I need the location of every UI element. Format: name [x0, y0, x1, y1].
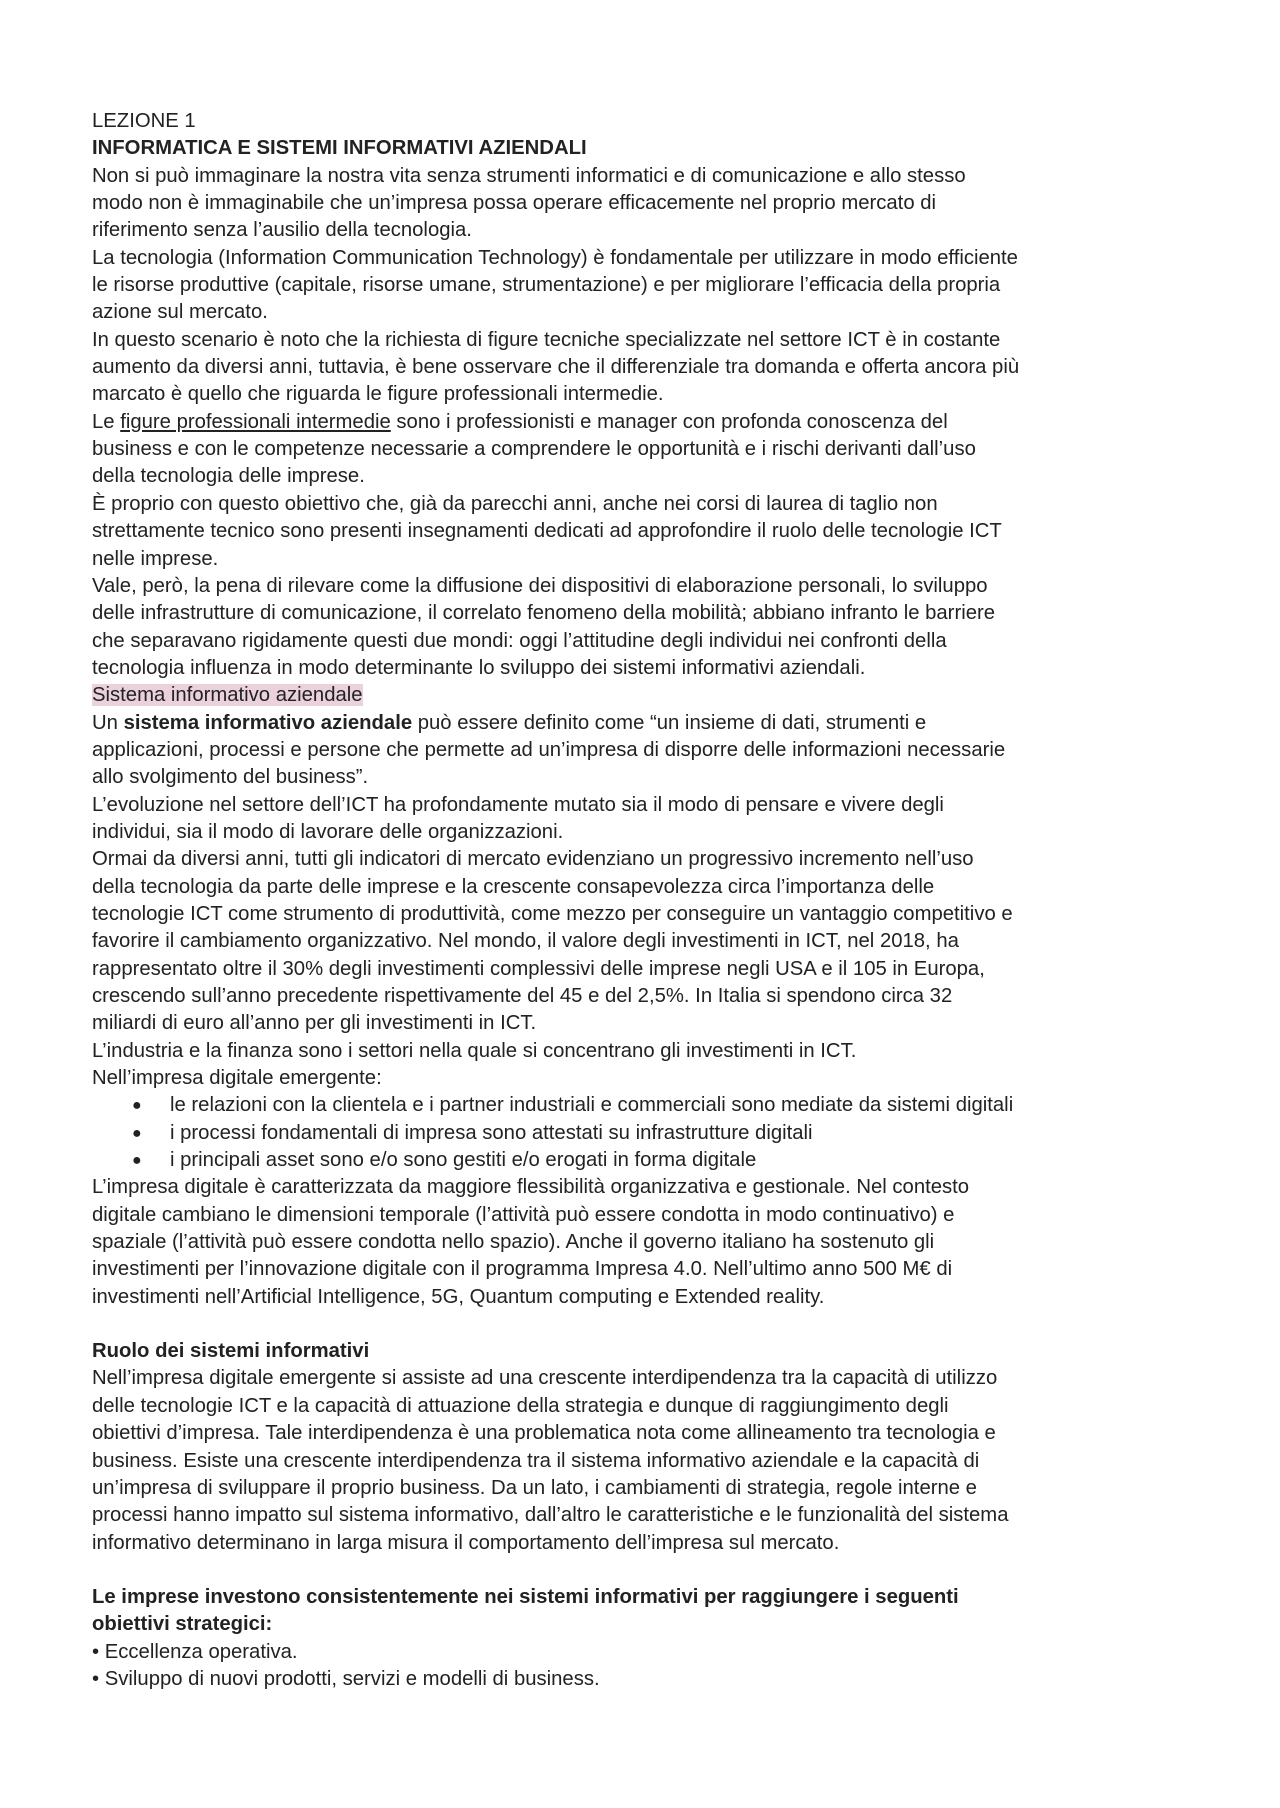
- blank-line: [92, 1311, 1202, 1338]
- section1-paragraph-3: [92, 846, 1202, 1037]
- section-heading-sistema-informativo: [92, 682, 1202, 709]
- text-line: processi hanno impatto sul sistema informativo, dall’altro le caratteristiche e le funzionalità del sistema: [92, 1504, 1009, 1527]
- section2-paragraph: [92, 1365, 1202, 1556]
- text-line: business. Esiste una crescente interdipendenza tra il sistema informativo aziendale e la capacità di: [92, 1449, 980, 1472]
- document-title: INFORMATICA E SISTEMI INFORMATIVI AZIENDALI: [92, 137, 587, 160]
- text-line: Non si può immaginare la nostra vita senza strumenti informatici e di comunicazione e allo stesso: [92, 164, 966, 187]
- text-line: digitale cambiano le dimensioni temporale (l’attività può essere condotta in modo continuativo) e: [92, 1203, 955, 1226]
- text-line: In questo scenario è noto che la richiesta di figure tecniche specializzate nel settore ICT è in costante: [92, 328, 1001, 351]
- list-item-text: i principali asset sono e/o sono gestiti e/o erogati in forma digitale: [170, 1149, 757, 1172]
- text-line: [92, 409, 1202, 436]
- highlighted-heading: Sistema informativo aziendale: [92, 684, 363, 707]
- section1-paragraph-4: L’industria e la finanza sono i settori nella quale si concentrano gli investimenti in ICT.: [92, 1039, 857, 1062]
- list-item-text: i processi fondamentali di impresa sono attestati su infrastrutture digitali: [170, 1121, 813, 1144]
- text-line: Nell’impresa digitale emergente si assiste ad una crescente interdipendenza tra la capacità di utilizzo: [92, 1367, 998, 1390]
- definition-paragraph: [92, 710, 1202, 792]
- section1-paragraph-5: [92, 1174, 1202, 1311]
- intro-paragraph-1: [92, 163, 1202, 245]
- objective-item: • Sviluppo di nuovi prodotti, servizi e modelli di business.: [92, 1667, 600, 1690]
- document-page: [92, 108, 1202, 1693]
- text-line: business e con le competenze necessarie a comprendere le opportunità e i rischi derivanti dall’uso: [92, 438, 976, 461]
- text-line: che separavano rigidamente questi due mondi: oggi l’attitudine degli individui nei confronti della: [92, 629, 947, 652]
- text-line: nelle imprese.: [92, 547, 219, 570]
- text-line: modo non è immaginabile che un’impresa possa operare efficacemente nel proprio mercato di: [92, 192, 937, 215]
- figure-professionali-link[interactable]: figure professionali intermedie: [120, 410, 391, 433]
- text-line: È proprio con questo obiettivo che, già da parecchi anni, anche nei corsi di laurea di taglio non: [92, 492, 938, 515]
- text-run: sono i professionisti e manager con profonda conoscenza del: [390, 410, 948, 433]
- intro-paragraph-3: [92, 327, 1202, 409]
- blank-line: [92, 1557, 1202, 1584]
- text-line: un’impresa di sviluppare il proprio business. Da un lato, i cambiamenti di strategia, regole interne e: [92, 1476, 977, 1499]
- intro-paragraph-5: [92, 491, 1202, 573]
- text-line: tecnologie ICT come strumento di produttività, come mezzo per conseguire un vantaggio competitivo e: [92, 902, 1013, 925]
- text-line: individui, sia il modo di lavorare delle organizzazioni.: [92, 820, 564, 843]
- text-line: rappresentato oltre il 30% degli investimenti complessivi delle imprese negli USA e il 105 in Europa,: [92, 957, 985, 980]
- section1-paragraph-2: [92, 792, 1202, 847]
- list-item: [92, 1147, 1202, 1174]
- text-run: Le: [92, 410, 121, 433]
- text-line: crescendo sull’anno precedente rispettivamente del 45 e del 2,5%. In Italia si spendono circa 32: [92, 985, 953, 1007]
- text-line: spaziale (l’attività può essere condotta nello spazio). Anche il governo italiano ha sostenuto gli: [92, 1231, 935, 1254]
- text-line: della tecnologia delle imprese.: [92, 465, 365, 488]
- text-line: investimenti per l’innovazione digitale con il programma Impresa 4.0. Nell’ultimo anno 500 M€ di: [92, 1258, 953, 1281]
- text-line: Vale, però, la pena di rilevare come la diffusione dei dispositivi di elaborazione personali, lo sviluppo: [92, 574, 988, 597]
- text-line: [92, 710, 1202, 737]
- text-line: marcato è quello che riguarda le figure professionali intermedie.: [92, 383, 664, 406]
- intro-paragraph-4: [92, 409, 1202, 491]
- section-heading-ruolo: Ruolo dei sistemi informativi: [92, 1340, 370, 1363]
- bullet-icon: ●: [132, 1097, 142, 1115]
- text-line: favorire il cambiamento organizzativo. Nel mondo, il valore degli investimenti in ICT, nel 2018, ha: [92, 930, 959, 953]
- text-line: La tecnologia (Information Communication Technology) è fondamentale per utilizzare in modo efficiente: [92, 246, 1018, 269]
- intro-paragraph-2: [92, 245, 1202, 327]
- text-line: investimenti nell’Artificial Intelligence, 5G, Quantum computing e Extended reality.: [92, 1285, 825, 1308]
- bullet-list: [92, 1092, 1202, 1174]
- text-run: può essere definito come “un insieme di dati, strumenti e: [412, 711, 927, 734]
- text-line: allo svolgimento del business”.: [92, 766, 369, 789]
- text-line: aumento da diversi anni, tuttavia, è bene osservare che il differenziale tra domanda e offerta ancora più: [92, 356, 1020, 379]
- text-line: informativo determinano in larga misura il comportamento dell’impresa sul mercato.: [92, 1531, 840, 1554]
- text-line: L’evoluzione nel settore dell’ICT ha profondamente mutato sia il modo di pensare e vivere degli: [92, 793, 944, 816]
- text-line: miliardi di euro all’anno per gli investimenti in ICT.: [92, 1012, 537, 1035]
- text-line: Le imprese investono consistentemente nei sistemi informativi per raggiungere i seguenti: [92, 1585, 959, 1608]
- bullet-icon: ●: [132, 1124, 142, 1142]
- text-run: Un: [92, 711, 124, 734]
- text-line: tecnologia influenza in modo determinante lo sviluppo dei sistemi informativi aziendali.: [92, 656, 866, 679]
- text-line: obiettivi d’impresa. Tale interdipendenza è una problematica nota come allineamento tra tecnologia e: [92, 1422, 996, 1445]
- text-line: applicazioni, processi e persone che permette ad un’impresa di disporre delle informazioni necessarie: [92, 738, 1006, 761]
- text-line: strettamente tecnico sono presenti insegnamenti dedicati ad approfondire il ruolo delle tecnologie ICT: [92, 520, 1002, 543]
- list-intro: Nell’impresa digitale emergente:: [92, 1067, 382, 1090]
- section-heading-obiettivi: [92, 1584, 1202, 1639]
- bullet-icon: ●: [132, 1152, 142, 1170]
- objective-item: • Eccellenza operativa.: [92, 1640, 298, 1663]
- text-line: le risorse produttive (capitale, risorse umane, strumentazione) e per migliorare l’efficacia della propria: [92, 274, 1001, 297]
- text-line: L’impresa digitale è caratterizzata da maggiore flessibilità organizzativa e gestionale. Nel contesto: [92, 1176, 970, 1199]
- list-item: [92, 1120, 1202, 1147]
- text-line: delle infrastrutture di comunicazione, il correlato fenomeno della mobilità; abbiano infranto le barriere: [92, 602, 996, 625]
- list-item-text: le relazioni con la clientela e i partner industriali e commerciali sono mediate da sistemi digitali: [170, 1094, 1014, 1117]
- intro-paragraph-6: [92, 573, 1202, 682]
- text-line: azione sul mercato.: [92, 301, 268, 324]
- text-line: delle tecnologie ICT e la capacità di attuazione della strategia e dunque di raggiungimento degli: [92, 1394, 949, 1417]
- list-item: [92, 1092, 1202, 1119]
- text-line: della tecnologia da parte delle imprese e la crescente consapevolezza circa l’importanza delle: [92, 875, 935, 898]
- defined-term: sistema informativo aziendale: [123, 711, 413, 734]
- text-line: riferimento senza l’ausilio della tecnologia.: [92, 219, 472, 242]
- lesson-label: LEZIONE 1: [92, 110, 196, 132]
- text-line: Ormai da diversi anni, tutti gli indicatori di mercato evidenziano un progressivo incremento nell’uso: [92, 848, 974, 871]
- text-line: obiettivi strategici:: [92, 1613, 273, 1636]
